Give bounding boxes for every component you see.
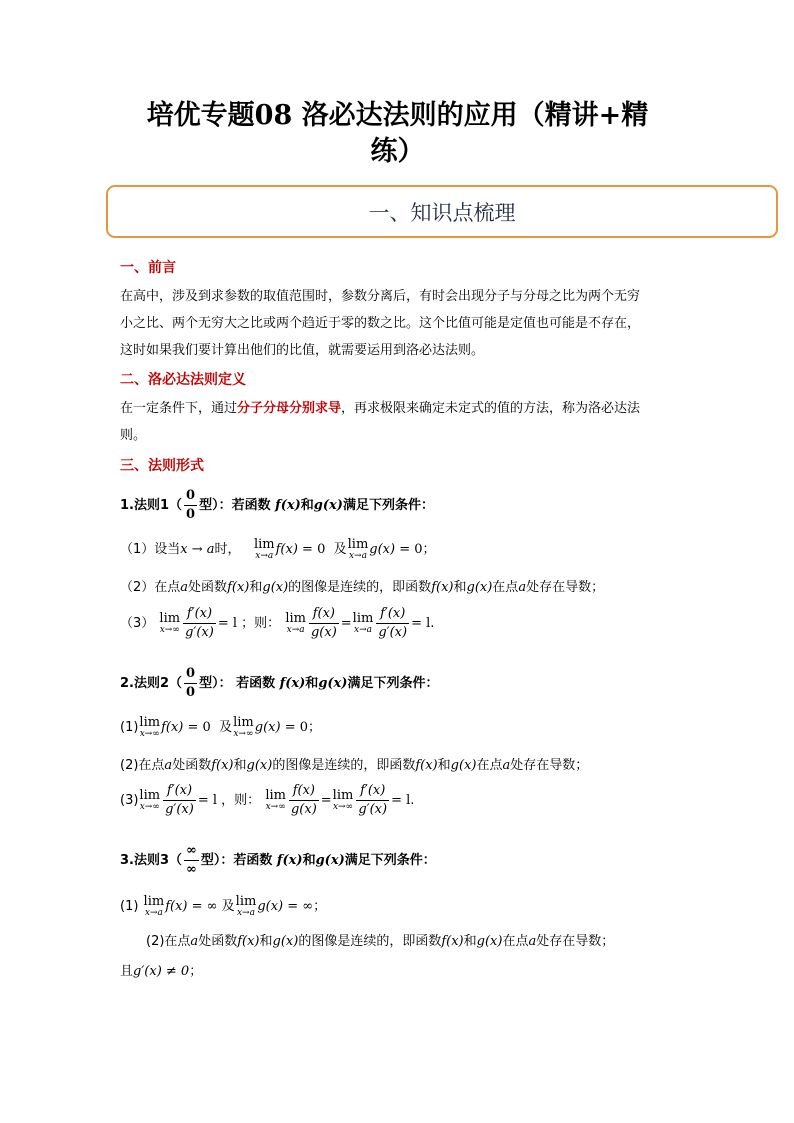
lim-sub: x→a <box>286 625 305 635</box>
lim-sub: x→a <box>255 551 274 561</box>
rule1-c3-lim <box>159 612 180 635</box>
rule3-c1-pre: (1) <box>120 899 143 914</box>
rule1-lim-g <box>348 538 369 561</box>
rule2-c2-fx: f(x) <box>211 758 234 773</box>
rule1-c2-a: a <box>180 580 189 595</box>
lim-sub: x→a <box>348 551 367 561</box>
rule2-c2-and2: 和 <box>437 758 451 773</box>
rule1-fx: f(x) <box>275 498 301 513</box>
rule1-c3-eq-l2: = l <box>411 616 431 631</box>
frac-num: f(x) <box>309 606 339 624</box>
rule2-c1-gx: g(x) <box>254 720 281 735</box>
rule3-c1-and: 及 <box>221 899 235 914</box>
rule2-c3-eq-l: = l <box>197 793 218 808</box>
rule3-label: 3.法则3（ <box>120 853 183 868</box>
rule1-c2-and2: 和 <box>453 580 467 595</box>
rule1-c3-lim3 <box>353 612 374 635</box>
rule3-gx: g(x) <box>315 853 345 868</box>
rule3-c2-and: 和 <box>259 934 273 949</box>
rule2-c1-fx: f(x) <box>161 720 184 735</box>
rule3-c1-fx: f(x) <box>165 899 188 914</box>
preface-line-1: 在高中，涉及到求参数的取值范围时，参数分离后，有时会出现分子与分母之比为两个无穷 <box>120 289 641 304</box>
rule3-c2-end: 处存在导数； <box>536 934 615 949</box>
rule1-heading <box>120 488 434 523</box>
rule2-then: ，则： <box>221 793 261 808</box>
rule2-c1-pre: (1) <box>120 720 139 735</box>
rule1-c1-eq0-g: = 0 <box>399 542 423 557</box>
lim-text: lim <box>235 894 257 909</box>
rule3-and: 和 <box>302 853 316 868</box>
frac-num: f′(x) <box>183 606 216 624</box>
rule2-c2-end: 处存在导数； <box>510 758 589 773</box>
rule1-c1-eq0-f: = 0 <box>302 542 326 557</box>
rule3-c2b-pre: 且 <box>120 964 134 979</box>
rule1-c3-frac2 <box>309 606 339 641</box>
rule2-condition-1: (1) lim x→∞ f(x) = 0 及 lim x→∞ g(x) = 0； <box>120 715 321 739</box>
rule1-c1-and: 及 <box>333 542 347 557</box>
rule2-c3-lim2 <box>265 789 286 812</box>
lim-text: lim <box>143 894 165 909</box>
rule3-c2b-semi: ； <box>189 964 203 979</box>
rule2-c3-eq: = <box>320 793 332 808</box>
lim-sub: x→a <box>144 908 163 918</box>
rule2-type-suffix: 型）： 若函数 <box>199 676 276 691</box>
rule2-c2-a2: a <box>502 758 511 773</box>
rule3-c2b-math: g′(x) ≠ 0 <box>133 964 190 979</box>
rule2-c2-a: a <box>164 758 173 773</box>
rule3-c2-mid: 处函数 <box>198 934 238 949</box>
rule2-c3-frac2 <box>289 783 319 818</box>
rule1-c2-pre: （2）在点 <box>120 580 181 595</box>
rule2-heading <box>120 666 438 701</box>
rule3-c2-pre: (2)在点 <box>146 934 191 949</box>
rule3-condition-2b <box>120 960 202 979</box>
lim-text: lim <box>265 788 286 803</box>
rule1-cond-tail: 满足下列条件： <box>342 498 434 513</box>
lim-sub: x→a <box>354 625 372 635</box>
rule1-c2-gx2: g(x) <box>466 580 493 595</box>
rule3-condition-1: (1) lim x→a f(x) = ∞ 及 lim x→a g(x) = ∞； <box>120 894 327 918</box>
rule1-lim-f <box>254 538 275 561</box>
lim-text: lim <box>352 611 374 626</box>
rule2-cond-tail: 满足下列条件： <box>347 676 439 691</box>
definition-pre: 在一定条件下，通过 <box>120 401 238 416</box>
rule3-c1-eqinf-f: = ∞ <box>191 899 218 914</box>
rule2-c2-gx: g(x) <box>246 758 273 773</box>
rule2-label: 2.法则2（ <box>120 676 183 691</box>
rule2-c1-eq0-f: = 0 <box>187 720 211 735</box>
rule2-c2-at: 在点 <box>476 758 503 773</box>
lim-text: lim <box>347 537 369 552</box>
rule3-c2-gx: g(x) <box>272 934 299 949</box>
rule3-condition-2 <box>146 930 614 949</box>
title-line-1: 培优专题08 洛必达法则的应用（精讲+精 <box>146 100 649 131</box>
rule1-c2-end: 处存在导数； <box>526 580 605 595</box>
rule2-c3-lim3 <box>333 789 354 812</box>
definition-post: ，再求极限来确定未定式的值的方法，称为洛必达法 <box>341 401 641 416</box>
rule3-c2-fx: f(x) <box>237 934 260 949</box>
rule1-frac-den: 0 <box>186 507 196 522</box>
rule3-c2-a: a <box>190 934 199 949</box>
lim-text: lim <box>285 611 306 626</box>
frac-den: g′(x) <box>378 625 408 640</box>
rule2-c2-fx2: f(x) <box>415 758 438 773</box>
rule1-type-suffix: 型）：若函数 <box>199 498 271 513</box>
rule2-c1-and: 及 <box>219 720 233 735</box>
rule3-c1-eqinf-g: = ∞ <box>287 899 314 914</box>
rule3-c2-mid2: 的图像是连续的，即函数 <box>298 934 442 949</box>
rule3-cond-tail: 满足下列条件： <box>344 853 436 868</box>
title-line-2: 练） <box>370 136 425 167</box>
lim-text: lim <box>159 611 181 626</box>
frac-num: f′(x) <box>163 783 196 801</box>
rule1-frac-num: 0 <box>184 488 197 506</box>
rule3-frac-num: ∞ <box>184 843 199 861</box>
rule1-c2-a2: a <box>518 580 527 595</box>
rule2-lim-g <box>233 716 254 739</box>
rule2-c3-frac3 <box>356 783 389 818</box>
rule1-then: ；则： <box>241 616 281 631</box>
rule2-and: 和 <box>305 676 319 691</box>
rule1-c2-fx2: f(x) <box>431 580 454 595</box>
rule2-lim-f <box>139 716 160 739</box>
rule1-c2-gx: g(x) <box>262 580 289 595</box>
lim-text: lim <box>233 715 254 730</box>
rule2-condition-3: (3) lim x→∞ $\frac{f'(x)}{g'(x)}$ = l ，则： lim x→∞ $\frac{f(x)}{g(x)}$ = lim x→∞ $\frac{f'(x)}{g'(x)}$ = l. <box>120 783 415 817</box>
definition-line-1 <box>120 395 680 422</box>
rule1-c3-eq: = <box>340 616 352 631</box>
rule3-lim-g <box>236 895 257 918</box>
rule3-lim-f <box>144 895 165 918</box>
lim-sub: x→∞ <box>265 802 286 812</box>
rule1-c2-fx: f(x) <box>227 580 250 595</box>
frac-num: f′(x) <box>376 606 409 624</box>
definition-line-2: 则。 <box>120 428 147 443</box>
rule2-c2-pre: (2)在点 <box>120 758 165 773</box>
lim-text: lim <box>253 537 275 552</box>
rule1-c2-mid: 处函数 <box>188 580 228 595</box>
rule2-condition-2 <box>120 754 588 773</box>
preface-line-3: 这时如果我们要计算出他们的比值，就需要运用到洛必达法则。 <box>120 343 485 358</box>
lim-sub: x→∞ <box>233 729 254 739</box>
rule1-condition-1: （1）设当x → a时， lim x→a f(x) = 0 及 lim x→a g(x) = 0； <box>120 537 436 561</box>
section-header-text: 一、知识点梳理 <box>368 201 516 225</box>
rule2-c2-and: 和 <box>233 758 247 773</box>
rule1-and: 和 <box>300 498 314 513</box>
rule1-c1-fx: f(x) <box>275 542 298 557</box>
heading-preface: 一、前言 <box>120 260 176 276</box>
rule2-c3-eq-l2: = l <box>391 793 411 808</box>
rule3-c2-gx2: g(x) <box>476 934 503 949</box>
frac-num: f(x) <box>289 783 319 801</box>
lim-text: lim <box>139 788 161 803</box>
rule1-c3-frac3 <box>376 606 409 641</box>
rule2-c3-lim <box>139 789 160 812</box>
definition-highlight: 分子分母分别求导 <box>237 401 342 416</box>
rule3-type-suffix: 型）：若函数 <box>200 853 273 868</box>
heading-definition: 二、洛必达法则定义 <box>120 372 246 388</box>
frac-den: g(x) <box>310 625 337 640</box>
lim-sub: x→∞ <box>159 625 180 635</box>
rule3-c1-gx: g(x) <box>257 899 284 914</box>
frac-den: g(x) <box>290 802 317 817</box>
rule1-condition-3: （3） lim x→∞ $\frac{f'(x)}{g'(x)}$ = l ；则： lim x→a $\frac{f(x)}{g(x)}$ = lim x→a $\frac{f'(x)}{g'(x)}$ = l. <box>120 606 435 640</box>
rule1-c3-eq-l: = l <box>217 616 238 631</box>
rule2-c1-eq0-g: = 0 <box>284 720 308 735</box>
lim-text: lim <box>332 788 354 803</box>
rule1-gx: g(x) <box>313 498 343 513</box>
rule2-frac-num: 0 <box>184 666 197 684</box>
rule3-c2-and2: 和 <box>463 934 477 949</box>
rule1-label: 1.法则1（ <box>120 498 183 513</box>
rule2-frac-den: 0 <box>186 685 196 700</box>
rule1-c3-lim2 <box>285 612 306 635</box>
rule1-c1-pre: （1）设当 <box>120 542 181 557</box>
rule3-fx: f(x) <box>276 853 303 868</box>
rule2-gx: g(x) <box>318 676 348 691</box>
preface-line-2: 小之比、两个无穷大之比或两个趋近于零的数之比。这个比值可能是定值也可能是不存在， <box>120 316 641 331</box>
frac-den: g′(x) <box>358 802 388 817</box>
rule1-c2-mid2: 的图像是连续的，即函数 <box>288 580 432 595</box>
rule1-x-to-a: x → a <box>180 542 215 557</box>
rule2-c3-pre: (3) <box>120 793 139 808</box>
rule3-type-fraction <box>184 843 199 878</box>
page-title <box>110 98 685 170</box>
rule3-c2-a2: a <box>528 934 537 949</box>
section-header-box <box>106 185 778 238</box>
lim-sub: x→∞ <box>332 802 354 812</box>
lim-sub: x→a <box>236 908 255 918</box>
rule1-type-fraction <box>184 488 197 523</box>
rule1-c1-gx: g(x) <box>369 542 396 557</box>
frac-num: f′(x) <box>356 783 389 801</box>
rule2-c2-mid2: 的图像是连续的，即函数 <box>272 758 416 773</box>
rule3-c2-at: 在点 <box>502 934 529 949</box>
preface-paragraph <box>120 283 680 364</box>
rule2-c2-mid: 处函数 <box>172 758 212 773</box>
rule2-c2-gx2: g(x) <box>450 758 477 773</box>
rule1-c3-frac <box>183 606 216 641</box>
rule2-c3-frac <box>163 783 196 818</box>
lim-sub: x→∞ <box>139 729 160 739</box>
rule3-frac-den: ∞ <box>186 862 197 877</box>
rule3-heading <box>120 843 436 878</box>
rule3-c2-fx2: f(x) <box>441 934 464 949</box>
rule1-c1-when: 时， <box>214 542 241 557</box>
frac-den: g′(x) <box>165 802 194 817</box>
lim-sub: x→∞ <box>139 802 160 812</box>
frac-den: g′(x) <box>185 625 214 640</box>
heading-rule-forms: 三、法则形式 <box>120 458 204 474</box>
rule1-c2-and: 和 <box>249 580 263 595</box>
rule1-condition-2 <box>120 576 604 595</box>
rule1-c3-pre: （3） <box>120 616 155 631</box>
definition-paragraph <box>120 395 680 449</box>
rule2-fx: f(x) <box>279 676 306 691</box>
rule1-c2-at: 在点 <box>492 580 519 595</box>
rule2-type-fraction <box>184 666 197 701</box>
lim-text: lim <box>139 715 161 730</box>
